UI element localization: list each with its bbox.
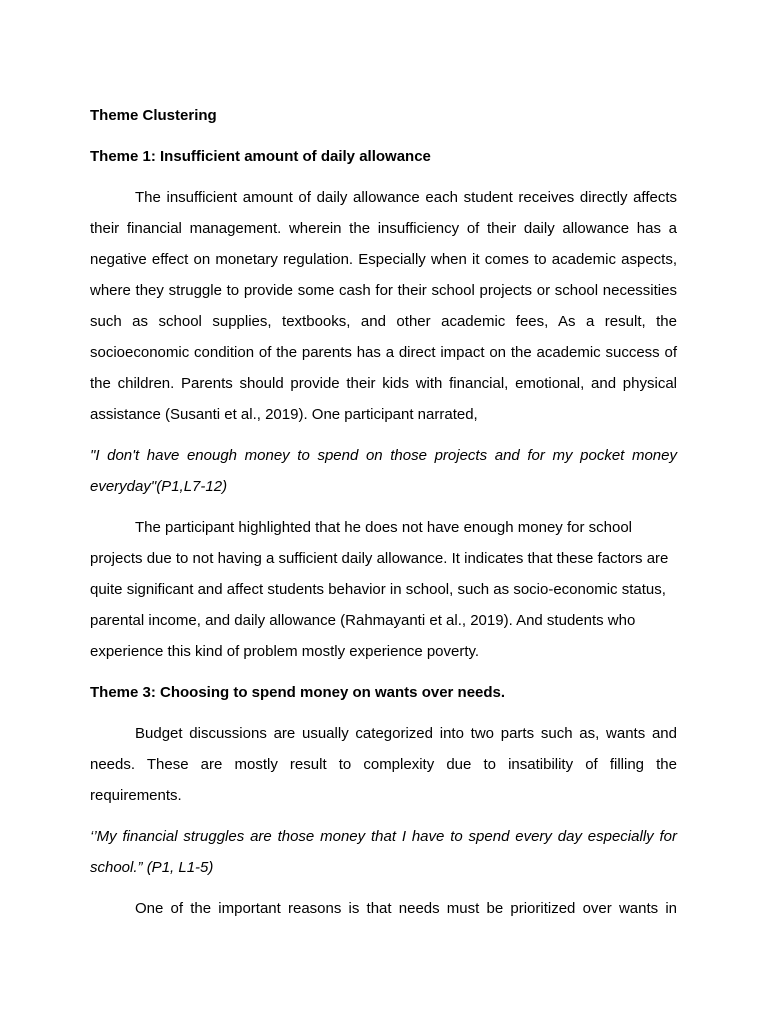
theme3-quote: ‘’My financial struggles are those money that I have to spend every day especially for school.” (P1, L1-5) <box>90 828 677 876</box>
theme1-heading: Theme 1: Insufficient amount of daily allowance <box>90 148 431 165</box>
theme1-paragraph-1: The insufficient amount of daily allowance each student receives directly affects their financial management. wherein the insufficiency of their daily allowance has a negative effect on monetary regulation. Especially when it comes to academic aspects, where they struggle to provide some cash for their school projects or school necessities such as school supplies, textbooks, and other academic fees, As a result, the socioeconomic condition of the parents has a direct impact on the academic success of the children. Parents should provide their kids with financial, emotional, and physical assistance (Susanti et al., 2019). One participant narrated, <box>90 189 677 423</box>
theme3-paragraph-2: One of the important reasons is that needs must be prioritized over wants in <box>135 900 677 917</box>
theme3-heading: Theme 3: Choosing to spend money on wants over needs. <box>90 684 506 701</box>
document-title: Theme Clustering <box>90 107 217 124</box>
theme1-quote: "I don't have enough money to spend on those projects and for my pocket money everyday"(P1,L7-12) <box>90 447 677 495</box>
document-body <box>90 100 677 934</box>
theme1-paragraph-2: The participant highlighted that he does not have enough money for school projects due to not having a sufficient daily allowance. It indicates that these factors are quite significant and affect students behavior in school, such as socio-economic status, parental income, and daily allowance (Rahmayanti et al., 2019). And students who experience this kind of problem mostly experience poverty. <box>90 519 669 660</box>
theme3-paragraph-1: Budget discussions are usually categorized into two parts such as, wants and needs. These are mostly result to complexity due to insatibility of filling the requirements. <box>90 725 677 804</box>
